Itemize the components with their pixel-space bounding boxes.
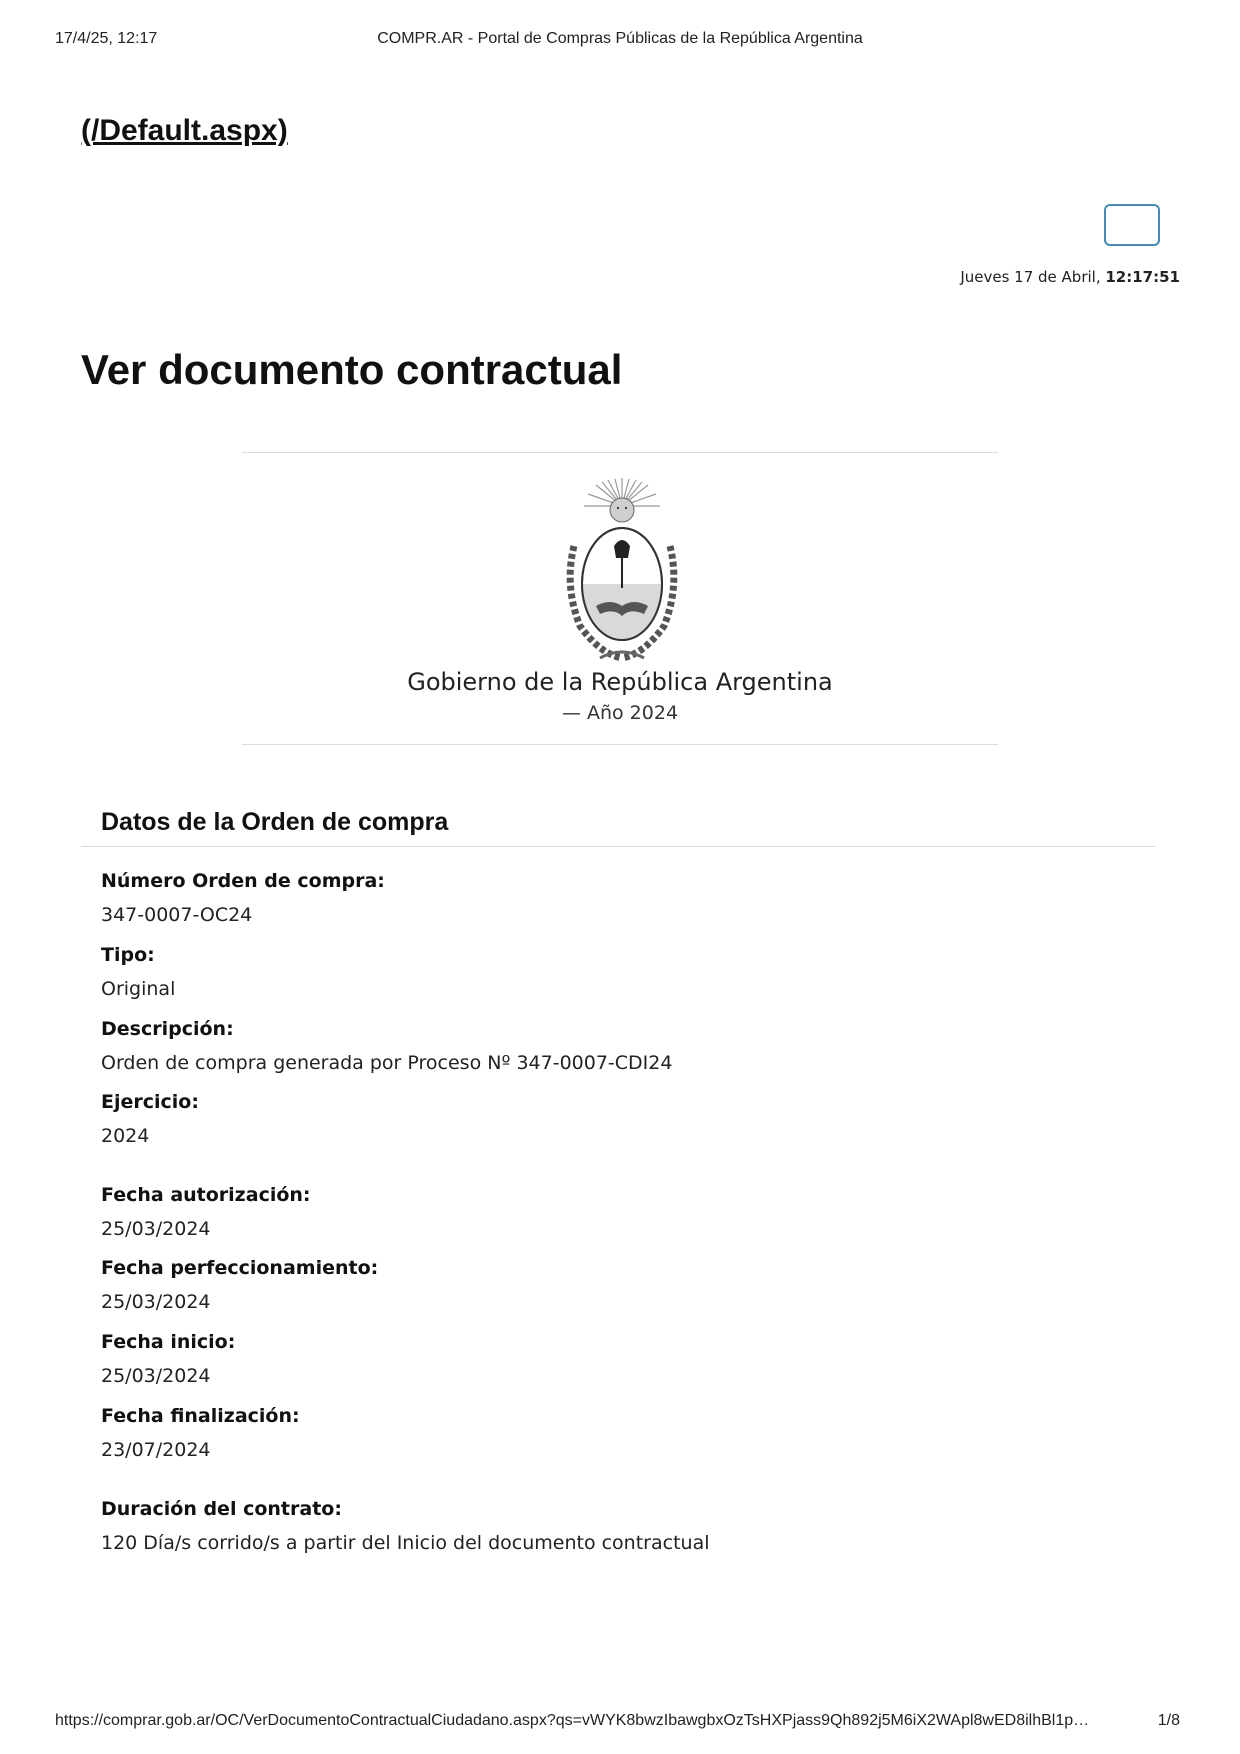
- menu-button[interactable]: [1104, 204, 1160, 246]
- print-page-number: 1/8: [1157, 1712, 1180, 1729]
- coat-of-arms-icon: [560, 476, 684, 666]
- field-value-fecha-perfeccionamiento: 25/03/2024: [101, 1291, 211, 1313]
- field-label-fecha-finalizacion: Fecha finalización:: [101, 1405, 300, 1427]
- print-header: [0, 30, 1240, 52]
- government-year: — Año 2024: [561, 702, 679, 724]
- field-label-fecha-inicio: Fecha inicio:: [101, 1331, 236, 1353]
- home-link[interactable]: (/Default.aspx): [81, 114, 288, 147]
- field-label-fecha-perfeccionamiento: Fecha perfeccionamiento:: [101, 1257, 379, 1279]
- field-label-tipo: Tipo:: [101, 944, 155, 966]
- section-divider: [81, 846, 1156, 847]
- divider-top: [242, 452, 998, 453]
- field-value-tipo: Original: [101, 978, 176, 1000]
- field-label-fecha-autorizacion: Fecha autorización:: [101, 1184, 311, 1206]
- field-value-duracion: 120 Día/s corrido/s a partir del Inicio del documento contractual: [101, 1532, 710, 1554]
- print-url: https://comprar.gob.ar/OC/VerDocumentoContractualCiudadano.aspx?qs=vWYK8bwzIbawgbxOzTsHXPjass9Qh892j5M6iX2WApl8wED8ilhBl1p…: [55, 1712, 1090, 1729]
- current-date: Jueves 17 de Abril,: [960, 268, 1106, 286]
- current-time: 12:17:51: [1105, 268, 1180, 286]
- current-datetime: [960, 268, 1180, 286]
- page-title: Ver documento contractual: [81, 346, 623, 393]
- field-value-fecha-autorizacion: 25/03/2024: [101, 1218, 211, 1240]
- field-label-descripcion: Descripción:: [101, 1018, 234, 1040]
- field-value-descripcion: Orden de compra generada por Proceso Nº 347-0007-CDI24: [101, 1052, 673, 1074]
- print-datetime: 17/4/25, 12:17: [55, 30, 158, 47]
- section-title: Datos de la Orden de compra: [101, 808, 449, 836]
- field-label-duracion: Duración del contrato:: [101, 1498, 342, 1520]
- divider-bottom: [242, 744, 998, 745]
- field-value-fecha-inicio: 25/03/2024: [101, 1365, 211, 1387]
- government-name: Gobierno de la República Argentina: [407, 668, 833, 696]
- field-label-ejercicio: Ejercicio:: [101, 1091, 199, 1113]
- field-value-ejercicio: 2024: [101, 1125, 150, 1147]
- field-value-fecha-finalizacion: 23/07/2024: [101, 1439, 211, 1461]
- field-label-numero: Número Orden de compra:: [101, 870, 385, 892]
- print-page-title: COMPR.AR - Portal de Compras Públicas de la República Argentina: [377, 30, 863, 47]
- field-value-numero: 347-0007-OC24: [101, 904, 253, 926]
